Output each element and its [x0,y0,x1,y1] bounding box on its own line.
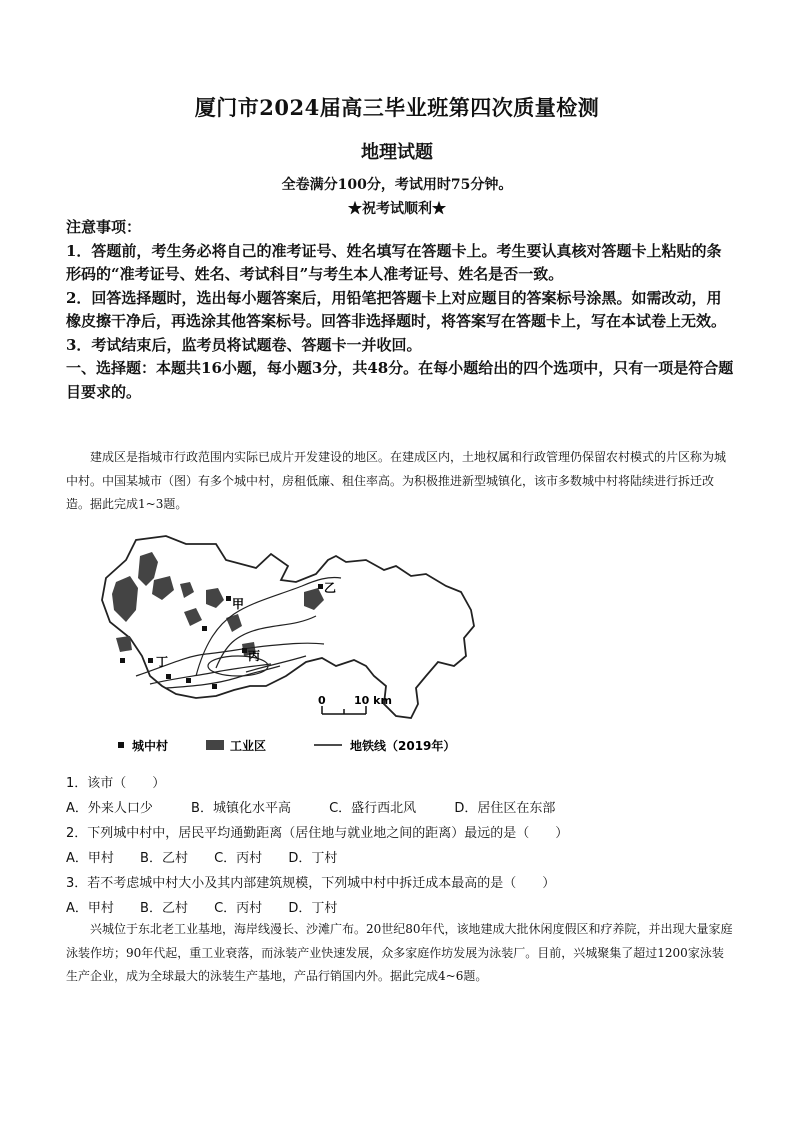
question-list [66,771,734,921]
option-b: B．乙村 [140,901,188,916]
note-item: 2．回答选择题时，选出每小题答案后，用铅笔把答题卡上对应题目的答案标号涂黑。如需改动，用橡皮擦干净后，再选涂其他答案标号。回答非选择题时，将答案写在答题卡上，写在本试卷上无效。 [66,288,727,330]
option-b: B．乙村 [140,851,188,866]
scale-zero-label: 0 [318,694,326,707]
option-c: C．盛行西北风 [329,801,417,816]
exam-notes [66,216,734,404]
option-a: A．外来人口少 [66,801,153,816]
industrial-area [304,588,324,610]
question-stem: 1．该市（ ） [66,776,166,791]
village-marker [202,626,207,631]
question-stem: 2．下列城中村中，居民平均通勤距离（居住地与就业地之间的距离）最远的是（ ） [66,826,569,841]
industrial-area [152,576,174,600]
village-marker-ding [148,658,153,663]
city-boundary [102,536,474,718]
legend-metro-label: 地铁线（2019年） [350,739,456,753]
option-d: D．丁村 [288,851,338,866]
village-label-bing: 丙 [248,649,261,663]
option-d: D．丁村 [288,901,338,916]
question-options [66,846,734,871]
industrial-area [180,582,194,598]
passage-1: 建成区是指城市行政范围内实际已成片开发建设的地区。在建成区内，土地权属和行政管理仍保留农村模式的片区称为城中村。中国某城市（图）有多个城中村，房租低廉、租住率高。为积极推进新型城镇化，该市多数城中村将陆续进行拆迁改造。据此完成1~3题。 [66,450,727,511]
scale-distance-label: 10 km [354,694,392,707]
village-label-ding: 丁 [156,655,169,669]
legend-industrial-label: 工业区 [230,739,267,753]
option-c: C．丙村 [214,901,263,916]
industrial-area [116,636,132,652]
village-marker [166,674,171,679]
notes-heading: 注意事项： [66,218,142,236]
note-item: 3．考试结束后，监考员将试题卷、答题卡一并收回。 [66,335,422,354]
industrial-area [184,608,202,626]
subject-title: 地理试题 [361,142,433,163]
village-marker-jia [226,596,231,601]
industrial-area [226,614,242,632]
village-marker [186,678,191,683]
industrial-area [206,588,224,608]
village-label-jia: 甲 [232,597,245,611]
section-heading: 一、选择题：本题共16小题，每小题3分，共48分。在每小题给出的四个选项中，只有一项是符合题目要求的。 [66,359,734,401]
option-a: A．甲村 [66,851,114,866]
legend-village-swatch [118,742,124,748]
score-info: 全卷满分100分，考试用时75分钟。 [281,177,513,193]
option-c: C．丙村 [214,851,263,866]
passage-2: 兴城位于东北老工业基地，海岸线漫长、沙滩广布。20世纪80年代，该地建成大批休闲度假区和疗养院，并出现大量家庭泳装作坊；90年代起，重工业衰落，而泳装产业快速发展，众多家庭作坊发展为泳装厂。目前，兴城聚集了超过1200家泳装生产企业，成为全球最大的泳装生产基地，产品行销国内外。据此完成4~6题。 [66,922,733,983]
note-item: 1．答题前，考生务必将自己的准考证号、姓名填写在答题卡上。考生要认真核对答题卡上粘贴的条形码的“准考证号、姓名、考试科目”与考生本人准考证号、姓名是否一致。 [66,241,722,283]
village-marker [120,658,125,663]
village-marker-bing [242,648,247,653]
exam-title: 厦门市2024届高三毕业班第四次质量检测 [194,95,600,120]
question-stem: 3．若不考虑城中村大小及其内部建筑规模，下列城中村中拆迁成本最高的是（ ） [66,876,556,891]
village-marker-yi [318,584,323,589]
metro-line [166,666,280,688]
option-a: A．甲村 [66,901,114,916]
option-b: B．城镇化水平高 [191,801,291,816]
legend-village-label: 城中村 [132,739,169,753]
legend-industrial-swatch [206,740,224,750]
village-marker [212,684,217,689]
good-luck-line: ★祝考试顺利★ [348,201,446,217]
village-label-yi: 乙 [324,581,337,595]
industrial-area [112,576,138,622]
question-options [66,796,734,821]
option-d: D．居住区在东部 [454,801,556,816]
city-map-figure [66,526,486,766]
